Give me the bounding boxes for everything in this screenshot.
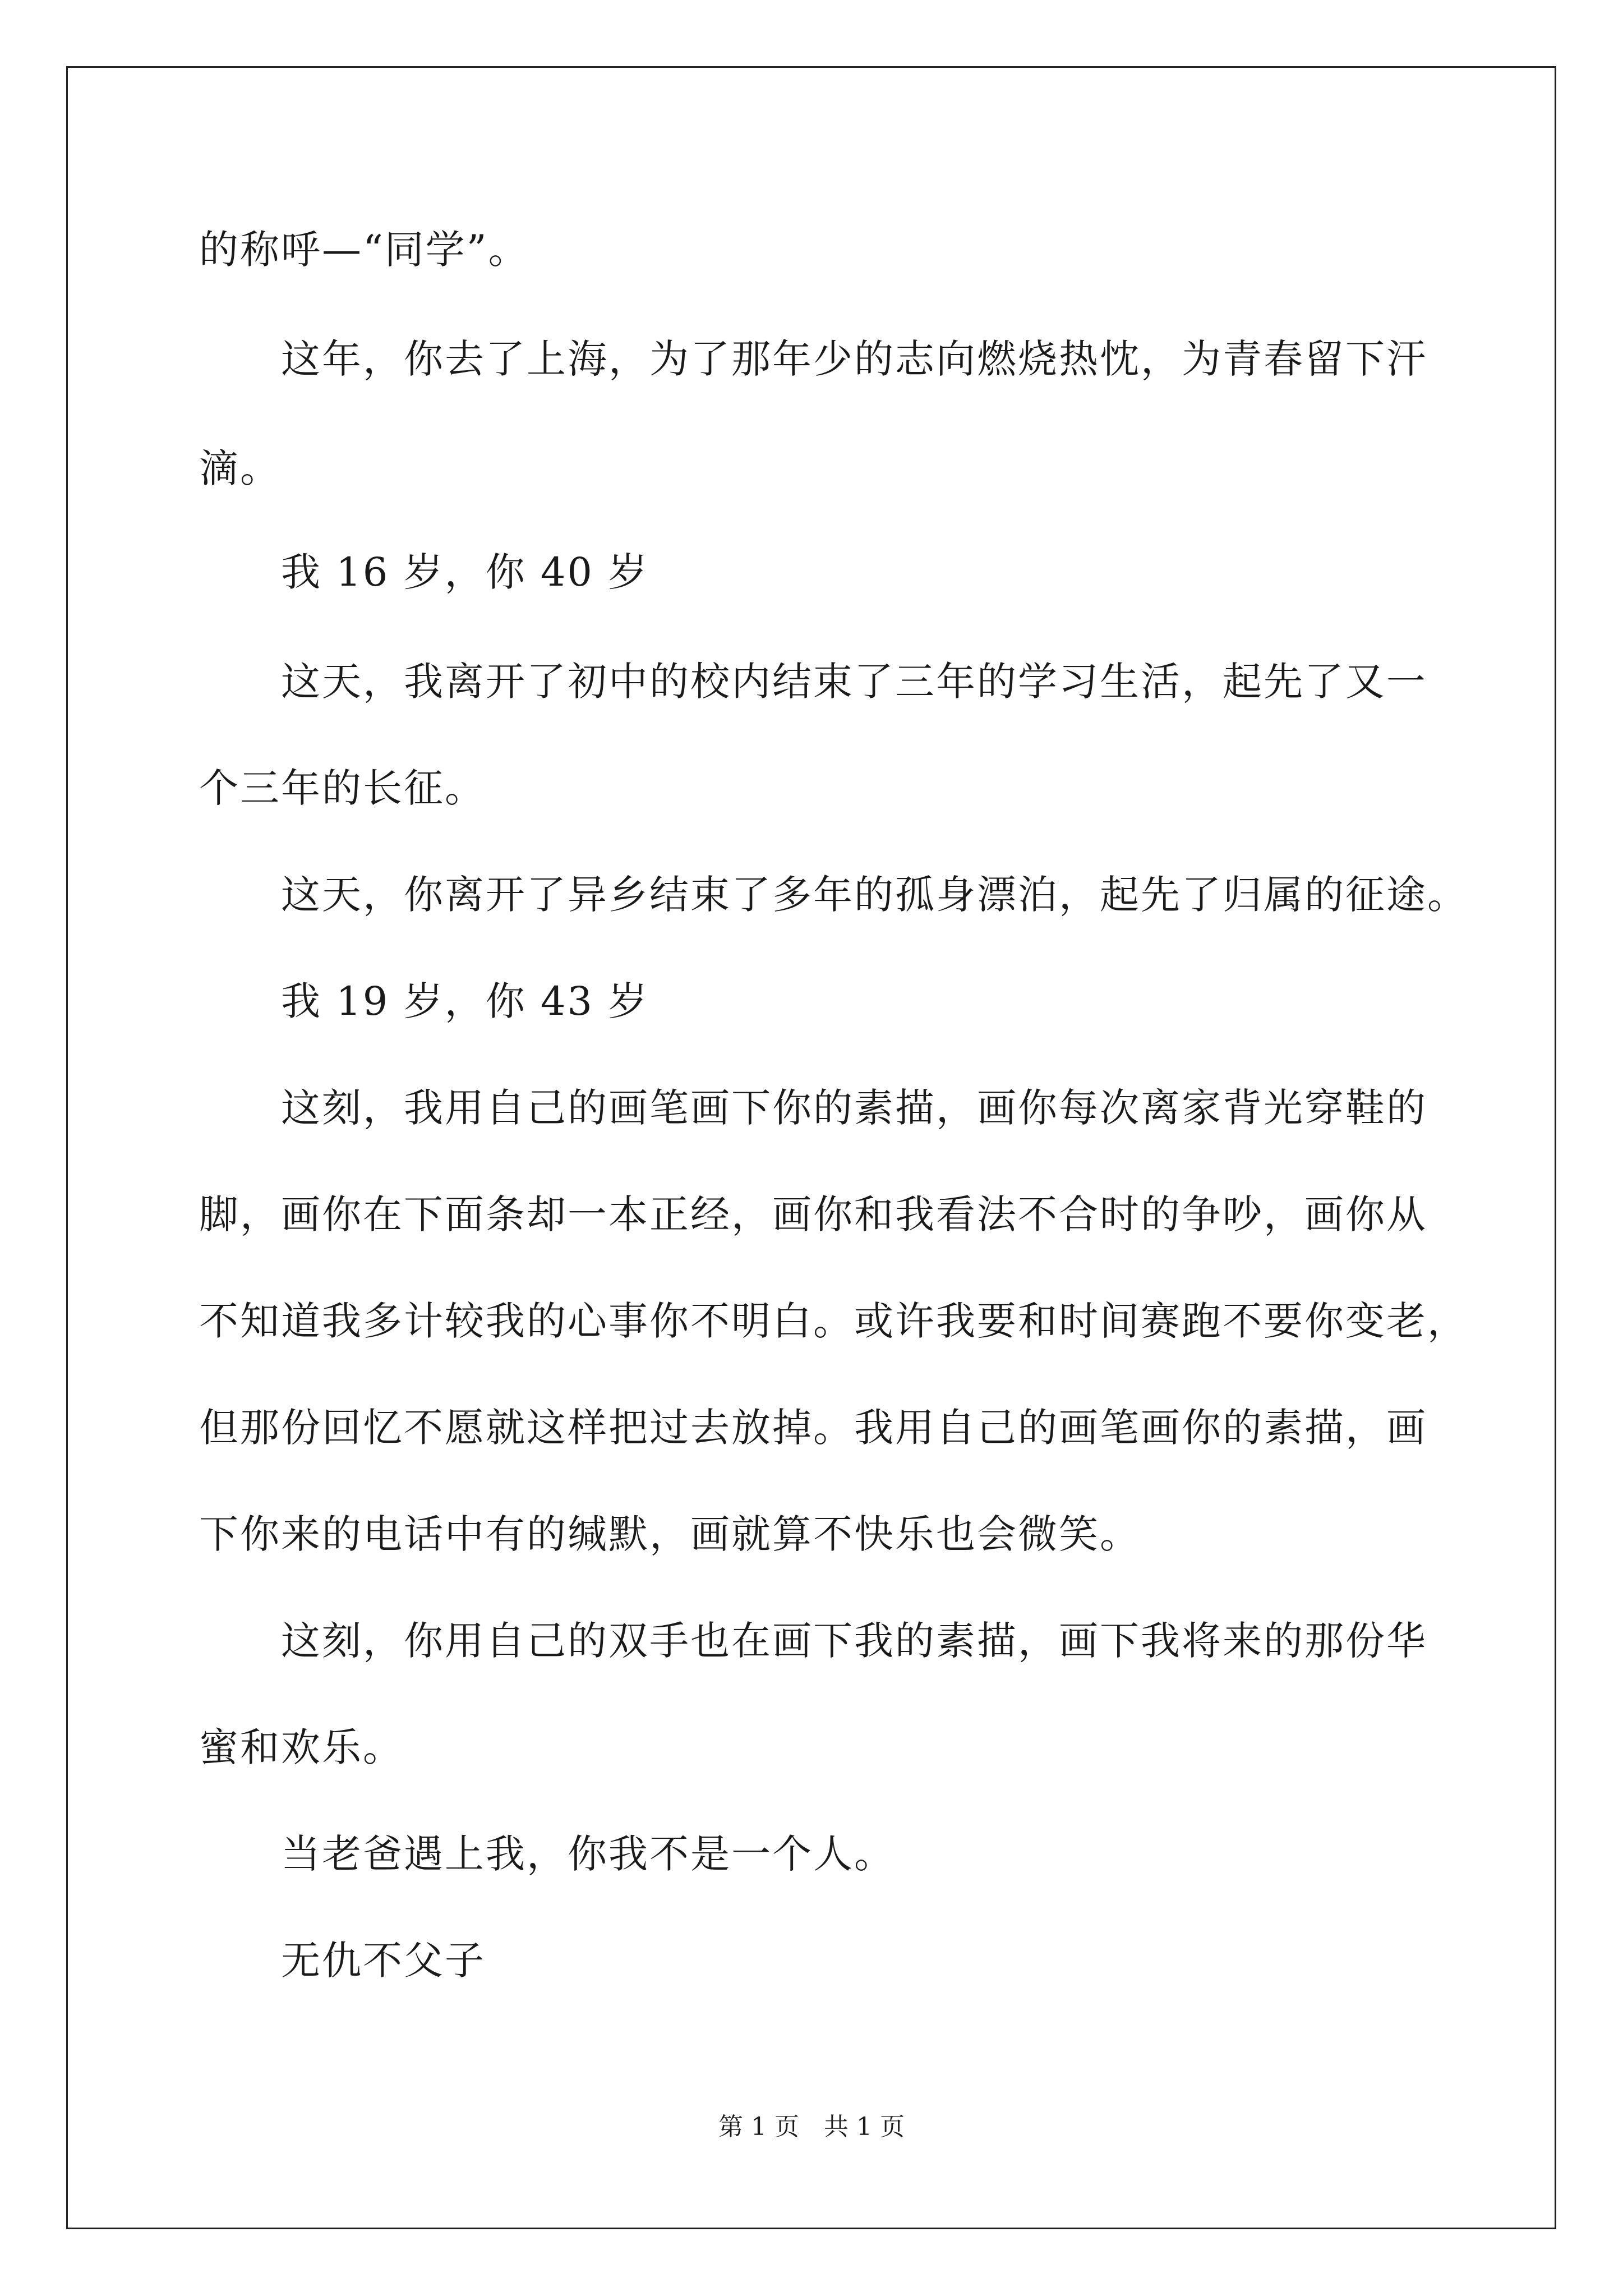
text-line: 个三年的长征。 <box>199 765 486 811</box>
text-line: 这刻，你用自己的双手也在画下我的素描，画下我将来的那份华 <box>199 1618 1427 1664</box>
text-line: 蜜和欢乐。 <box>199 1724 404 1770</box>
page-border <box>66 66 1556 2229</box>
text-line: 这天，你离开了异乡结束了多年的孤身漂泊，起先了归属的征途。 <box>199 872 1468 918</box>
text-line: 下你来的电话中有的缄默，画就算不快乐也会微笑。 <box>199 1511 1141 1557</box>
text-line: 不知道我多计较我的心事你不明白。或许我要和时间赛跑不要你变老， <box>199 1298 1468 1344</box>
page-footer: 第 1 页 共 1 页 <box>718 2113 905 2141</box>
text-line: 当老爸遇上我，你我不是一个人。 <box>199 1831 895 1877</box>
text-line: 这刻，我用自己的画笔画下你的素描，画你每次离家背光穿鞋的 <box>199 1085 1427 1131</box>
text-line: 我 16 岁，你 40 岁 <box>199 549 649 595</box>
text-line: 这天，我离开了初中的校内结束了三年的学习生活，起先了又一 <box>199 659 1427 705</box>
text-line: 滴。 <box>199 445 281 491</box>
text-line: 脚，画你在下面条却一本正经，画你和我看法不合时的争吵，画你从 <box>199 1191 1427 1237</box>
text-line: 这年，你去了上海，为了那年少的志向燃烧热忱，为青春留下汗 <box>199 336 1427 382</box>
text-line: 但那份回忆不愿就这样把过去放掉。我用自己的画笔画你的素描，画 <box>199 1405 1427 1451</box>
text-line: 的称呼—“同学”。 <box>199 227 529 273</box>
text-line: 我 19 岁，你 43 岁 <box>199 978 649 1024</box>
text-line: 无仇不父子 <box>199 1938 486 1984</box>
